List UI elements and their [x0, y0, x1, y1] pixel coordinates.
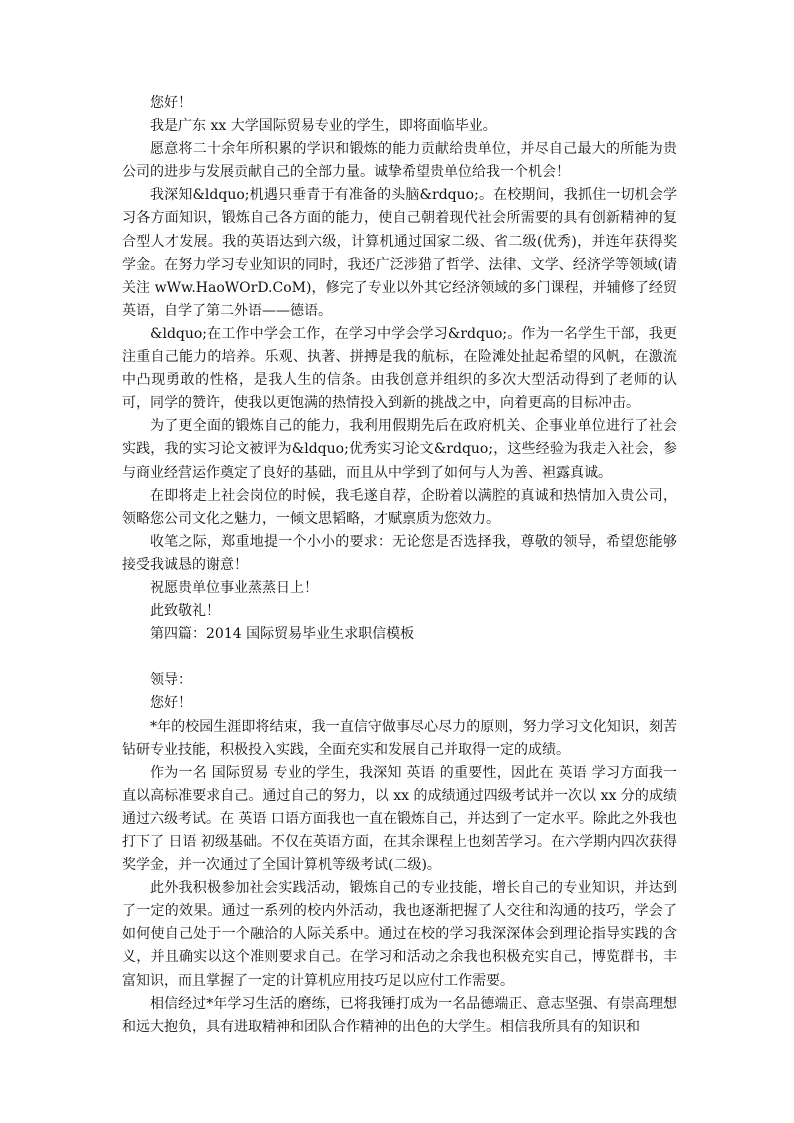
greeting: 您好！: [150, 695, 192, 712]
paragraph: 我深知&ldquo;机遇只垂青于有准备的头脑&rdquo;。在校期间，我抓住一切机会学习各方面知识，锻炼自己各方面的能力，使自己朝着现代社会所需要的具有创新精神的复合型人才发展。我的英语达到六级，计算机通过国家二级、省二级(优秀)，并连年获得奖学金。在努力学习专业知识的同时，我还广泛涉猎了哲学、法律、文学、经济学等领域(请关注 wWw.HaoWOrD.CoM)，修完了专业以外其它经济领域的多门课程，并辅修了经贸英语，自学了第二外语——德语。: [122, 187, 677, 319]
paragraph: 在即将走上社会岗位的时候，我毛遂自荐，企盼着以满腔的真诚和热情加入贵公司，领略您公司文化之魅力，一倾文思韬略，才赋禀质为您效力。: [122, 487, 677, 527]
section-heading: 第四篇：2014 国际贸易毕业生求职信模板: [150, 626, 415, 643]
paragraph: &ldquo;在工作中学会工作，在学习中学会学习&rdquo;。作为一名学生干部，我更注重自己能力的培养。乐观、执著、拼搏是我的航标，在险滩处扯起希望的风帆，在激流中凸现勇敢的性格，是我人生的信条。由我创意并组织的多次大型活动得到了老师的认可，同学的赞许，使我以更饱满的热情投入到新的挑战之中，向着更高的目标冲击。: [122, 325, 677, 412]
letter-section-second: [122, 669, 677, 1039]
closing-wish: 祝愿贵单位事业蒸蒸日上！: [150, 579, 318, 596]
section-spacer: [122, 646, 677, 669]
addressee: 领导：: [150, 672, 192, 689]
paragraph: 收笔之际，郑重地提一个小小的要求：无论您是否选择我，尊敬的领导，希望您能够接受我诚恳的谢意！: [122, 533, 677, 573]
paragraph: 此外我积极参加社会实践活动，锻炼自己的专业技能，增长自己的专业知识，并达到了一定的效果。通过一系列的校内外活动，我也逐渐把握了人交往和沟通的技巧，学会了如何使自己处于一个融洽的人际关系中。通过在校的学习我深深体会到理论指导实践的含义，并且确实以这个准则要求自己。在学习和活动之余我也积极充实自己，博览群书，丰富知识，而且掌握了一定的计算机应用技巧足以应付工作需要。: [122, 880, 677, 989]
paragraph: *年的校园生涯即将结束，我一直信守做事尽心尽力的原则，努力学习文化知识，刻苦钻研专业技能，积极投入实践，全面充实和发展自己并取得一定的成绩。: [122, 718, 677, 758]
closing-salutation: 此致敬礼！: [150, 603, 220, 620]
paragraph: 我是广东 xx 大学国际贸易专业的学生，即将面临毕业。: [150, 118, 497, 135]
greeting: 您好！: [150, 95, 192, 111]
paragraph: 为了更全面的锻炼自己的能力，我利用假期先后在政府机关、企事业单位进行了社会实践，我的实习论文被评为&ldquo;优秀实习论文&rdquo;，这些经验为我走入社会，参与商业经营运作奠定了良好的基础，而且从中学到了如何与人为善、袒露真诚。: [122, 418, 677, 481]
letter-page: [122, 92, 677, 1039]
paragraph: 相信经过*年学习生活的磨练，已将我锤打成为一名品德端正、意志坚强、有崇高理想和远大抱负，具有进取精神和团队合作精神的出色的大学生。相信我所具有的知识和: [122, 995, 677, 1035]
paragraph: 愿意将二十余年所积累的学识和锻炼的能力贡献给贵单位，并尽自己最大的所能为贵公司的进步与发展贡献自己的全部力量。诚挚希望贵单位给我一个机会！: [122, 141, 677, 181]
letter-section-first: [122, 92, 677, 646]
paragraph: 作为一名 国际贸易 专业的学生，我深知 英语 的重要性，因此在 英语 学习方面我一直以高标准要求自己。通过自己的努力，以 xx 的成绩通过四级考试并一次以 xx 分的成绩通过六级考试。在 英语 口语方面我也一直在锻炼自己，并达到了一定水平。除此之外我也打下了 日语 初级基础。不仅在英语方面，在其余课程上也刻苦学习。在六学期内四次获得奖学金，并一次通过了全国计算机等级考试(二级)。: [122, 764, 677, 874]
